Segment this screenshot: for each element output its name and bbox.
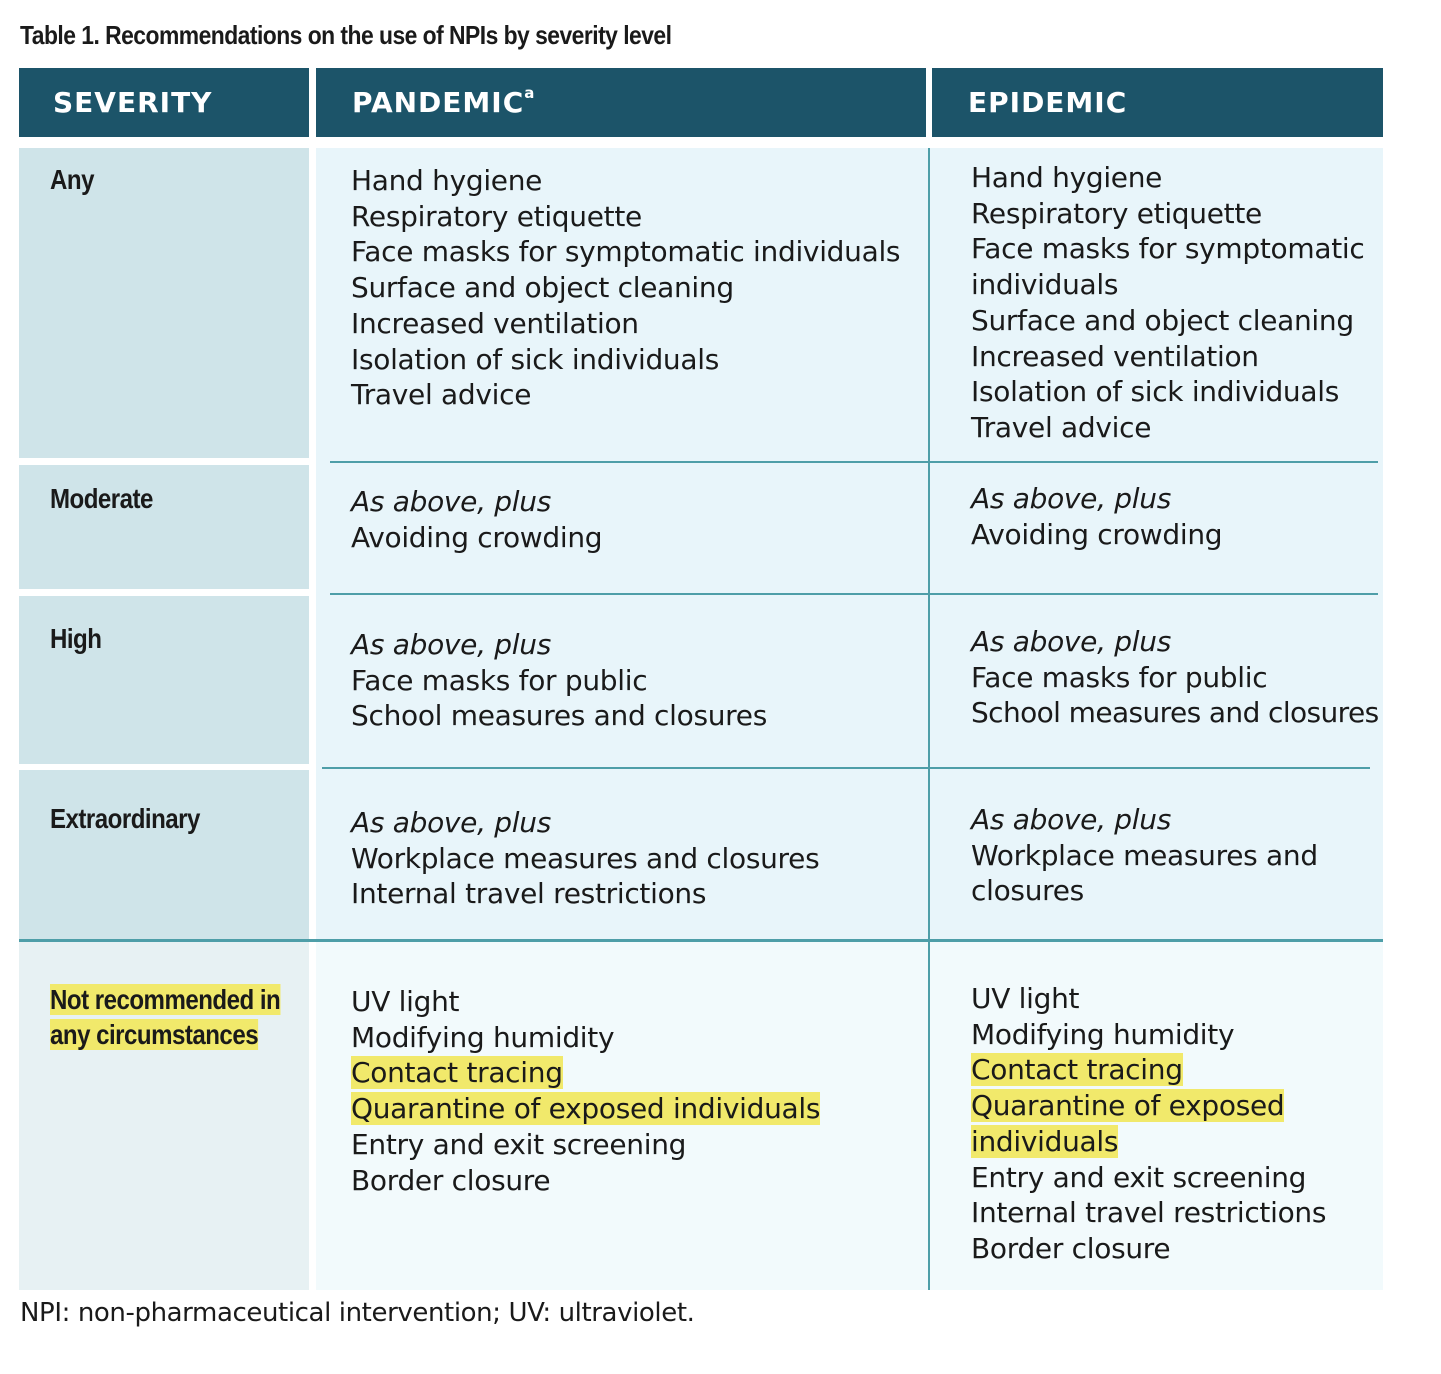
header-pandemic-label: PANDEMIC bbox=[352, 86, 525, 119]
list-item: Travel advice bbox=[971, 410, 1152, 444]
list-item: Travel advice bbox=[351, 378, 532, 412]
list-item: Face masks for symptomatic individuals bbox=[971, 232, 1365, 302]
pandemic-cell-extraordinary bbox=[351, 805, 921, 912]
pandemic-cell-any bbox=[351, 163, 921, 413]
list-item: School measures and closures bbox=[351, 699, 767, 733]
epidemic-cell-not-recommended bbox=[971, 981, 1351, 1267]
pandemic-cell-moderate bbox=[351, 484, 921, 555]
epidemic-cell-any bbox=[971, 160, 1376, 446]
list-item: Modifying humidity bbox=[351, 1020, 615, 1054]
as-above-plus-label: As above, plus bbox=[351, 806, 551, 839]
header-pandemic-footnote-marker: a bbox=[524, 84, 536, 102]
severity-cell-moderate bbox=[19, 465, 309, 589]
list-item-highlighted bbox=[971, 1088, 1301, 1159]
pandemic-cell-not-recommended bbox=[351, 984, 921, 1198]
row-divider-any bbox=[330, 461, 1378, 463]
list-item-highlighted bbox=[351, 1091, 921, 1127]
list-item-highlighted bbox=[351, 1055, 921, 1091]
header-pandemic bbox=[316, 68, 926, 137]
highlight-quarantine: Quarantine of exposed individuals bbox=[351, 1092, 821, 1126]
header-severity-label: SEVERITY bbox=[53, 86, 213, 119]
list-item: Face masks for public bbox=[971, 660, 1268, 694]
highlight-contact-tracing: Contact tracing bbox=[351, 1056, 563, 1090]
list-item: Modifying humidity bbox=[971, 1017, 1235, 1051]
list-item: Hand hygiene bbox=[971, 161, 1163, 194]
as-above-plus-label: As above, plus bbox=[971, 625, 1171, 658]
epidemic-cell-moderate bbox=[971, 481, 1376, 552]
row-divider-extraordinary bbox=[19, 939, 1383, 942]
highlight-contact-tracing: Contact tracing bbox=[971, 1053, 1183, 1087]
severity-label-not-recommended bbox=[50, 982, 280, 1052]
table-footnote: NPI: non-pharmaceutical intervention; UV: ultraviolet. bbox=[20, 1298, 695, 1328]
list-item: Isolation of sick individuals bbox=[971, 375, 1339, 409]
list-item: Surface and object cleaning bbox=[971, 303, 1354, 337]
list-item: Isolation of sick individuals bbox=[351, 342, 719, 376]
list-item: Respiratory etiquette bbox=[351, 199, 642, 233]
severity-label-high: High bbox=[50, 623, 102, 654]
list-item: Increased ventilation bbox=[351, 306, 639, 340]
highlight-quarantine: Quarantine of exposed individuals bbox=[971, 1089, 1285, 1158]
epidemic-cell-extraordinary bbox=[971, 802, 1351, 909]
list-item: Internal travel restrictions bbox=[351, 877, 707, 911]
list-item: Workplace measures and closures bbox=[351, 841, 820, 875]
severity-label-not-recommended-line1: Not recommended in bbox=[50, 984, 281, 1015]
list-item: School measures and closures bbox=[971, 696, 1379, 730]
row-divider-high bbox=[322, 767, 1370, 769]
row-divider-moderate bbox=[330, 593, 1378, 595]
severity-cell-any bbox=[19, 148, 309, 458]
list-item: Avoiding crowding bbox=[971, 517, 1223, 551]
severity-cell-extraordinary bbox=[19, 770, 309, 940]
severity-label-extraordinary: Extraordinary bbox=[50, 803, 200, 834]
severity-label-any: Any bbox=[50, 164, 94, 195]
column-divider bbox=[928, 148, 930, 1290]
table-caption: Table 1. Recommendations on the use of NPIs by severity level bbox=[20, 20, 672, 50]
list-item: Respiratory etiquette bbox=[971, 196, 1262, 230]
list-item: Avoiding crowding bbox=[351, 520, 603, 554]
list-item-highlighted bbox=[971, 1052, 1351, 1088]
severity-label-not-recommended-line2: any circumstances bbox=[50, 1019, 259, 1050]
list-item: Border closure bbox=[971, 1231, 1171, 1265]
as-above-plus-label: As above, plus bbox=[971, 803, 1171, 836]
as-above-plus-label: As above, plus bbox=[351, 628, 551, 661]
header-epidemic-label: EPIDEMIC bbox=[968, 86, 1128, 119]
list-item: Workplace measures and closures bbox=[971, 838, 1318, 908]
severity-cell-not-recommended bbox=[19, 942, 309, 1290]
pandemic-cell-high bbox=[351, 627, 921, 734]
list-item: UV light bbox=[971, 982, 1080, 1015]
list-item: Increased ventilation bbox=[971, 339, 1259, 373]
list-item: Internal travel restrictions bbox=[971, 1196, 1327, 1230]
list-item: Border closure bbox=[351, 1163, 551, 1197]
list-item: Entry and exit screening bbox=[351, 1127, 687, 1161]
severity-cell-high bbox=[19, 596, 309, 764]
epidemic-cell-high bbox=[971, 624, 1381, 731]
severity-label-moderate: Moderate bbox=[50, 483, 153, 514]
as-above-plus-label: As above, plus bbox=[351, 485, 551, 518]
header-severity bbox=[19, 68, 309, 137]
list-item: Entry and exit screening bbox=[971, 1160, 1307, 1194]
list-item: Face masks for symptomatic individuals bbox=[351, 235, 901, 269]
list-item: UV light bbox=[351, 985, 460, 1018]
as-above-plus-label: As above, plus bbox=[971, 482, 1171, 515]
list-item: Face masks for public bbox=[351, 663, 648, 697]
header-epidemic bbox=[932, 68, 1383, 137]
list-item: Surface and object cleaning bbox=[351, 271, 734, 305]
list-item: Hand hygiene bbox=[351, 164, 543, 197]
